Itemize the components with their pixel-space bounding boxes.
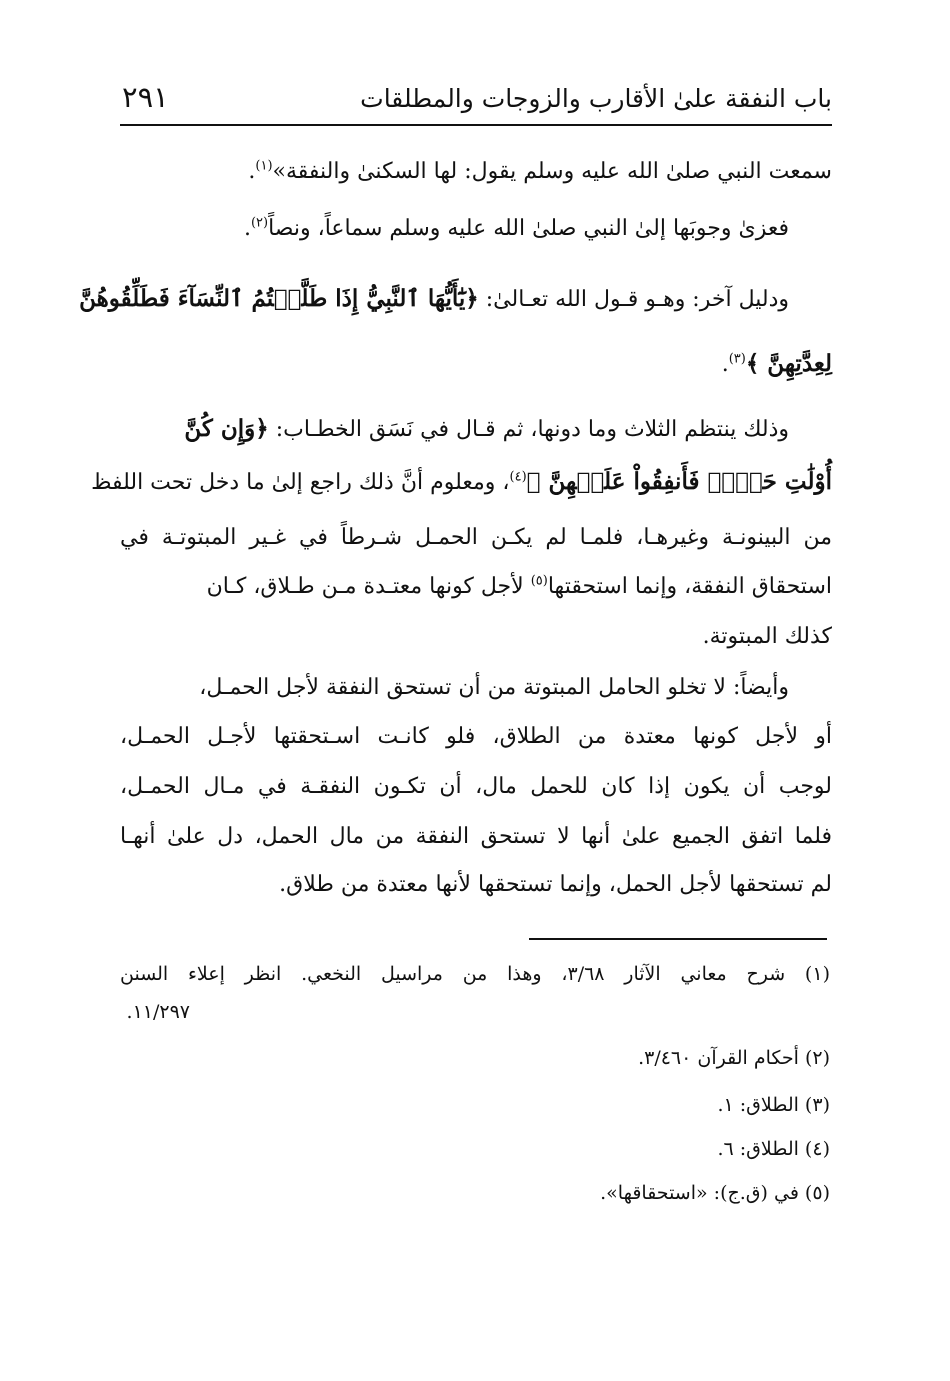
body-text: . (243, 216, 251, 241)
body-line (120, 343, 832, 386)
quran-verse: ﴿وَإِن كُنَّ (184, 415, 269, 442)
quran-verse: ﴿يَٰٓأَيُّهَا ٱلنَّبِيُّ إِذَا طَلَّقۡتُمُ ٱلنِّسَآءَ فَطَلِّقُوهُنَّ (79, 285, 479, 312)
quran-verse: لِعِدَّتِهِنَّ ﴾ (745, 350, 832, 377)
body-line (120, 566, 832, 608)
body-text: سمعت النبي صلىٰ الله عليه وسلم يقول: لها السكنىٰ والنفقة» (272, 159, 832, 184)
body-text: ، ومعلوم أنَّ ذلك راجع إلىٰ ما دخل تحت اللفظ (91, 470, 510, 495)
quran-verse: أُوْلَٰتِ حَمۡلٖ فَأَنفِقُواْ عَلَيۡهِنَّ ﴾ (526, 468, 832, 495)
footnote-marker: (٥) (530, 573, 548, 589)
body-line (120, 208, 832, 250)
body-line: لم تستحقها لأجل الحمل، وإنما تستحقها لأنها معتدة من طلاق. (279, 872, 832, 897)
body-line: وأيضاً: لا تخلو الحامل المبتوتة من أن تستحق النفقة لأجل الحمـل، (199, 675, 789, 700)
footnote-marker: (٣) (728, 351, 746, 367)
body-line: لوجب أن يكون إذا كان للحمل مال، أن تكـون النفقـة في مـال الحمـل، (120, 774, 832, 799)
page-number: ٢٩١ (122, 80, 169, 114)
footnote-separator (529, 938, 827, 940)
body-line: من البينونـة وغيرهـا، فلمـا لم يكـن الحمـل شـرطاً في غـير المبتوتـة في (120, 525, 832, 550)
footnote-1-continuation: ١١/٢٩٧. (126, 1001, 190, 1023)
body-line (120, 151, 832, 193)
body-text: ودليل آخر: وهـو قـول الله تعـالىٰ: (478, 287, 789, 312)
footnote-marker: (٢) (250, 215, 269, 231)
footnote-2: (٢) أحكام القرآن ٣/٤٦٠. (638, 1047, 830, 1069)
footnote-4: (٤) الطلاق: ٦. (717, 1138, 830, 1160)
body-line: فلما اتفق الجميع علىٰ أنها لا تستحق النفقة من مال الحمل، دل علىٰ أنهـا (120, 824, 832, 849)
body-text: لأجل كونها معتـدة مـن طـلاق، كـان (206, 574, 531, 599)
body-text: استحقاق النفقة، وإنما استحقتها (547, 574, 832, 599)
body-line: أو لأجل كونها معتدة من الطلاق، فلو كانـت اسـتحقتها لأجـل الحمـل، (120, 724, 832, 749)
body-text: وذلك ينتظم الثلاث وما دونها، ثم قـال في نَسَق الخطـاب: (268, 417, 789, 442)
body-line (79, 278, 832, 321)
running-header (120, 78, 832, 126)
body-text: . (721, 352, 729, 377)
footnote-5: (٥) في (ق.ج): «استحقاقها». (600, 1182, 830, 1204)
body-line (120, 408, 832, 451)
footnote-marker: (١) (255, 158, 273, 174)
footnote-3: (٣) الطلاق: ١. (717, 1094, 830, 1116)
body-line: كذلك المبتوتة. (702, 624, 832, 649)
footnote-marker: (٤) (509, 469, 527, 485)
body-line (91, 461, 832, 504)
body-text: . (248, 159, 256, 184)
chapter-title: باب النفقة علىٰ الأقارب والزوجات والمطلقات (360, 84, 832, 113)
footnote-1: (١) شرح معاني الآثار ٣/٦٨، وهذا من مراسيل النخعي. انظر إعلاء السنن (120, 963, 830, 985)
body-text: فعزىٰ وجوبَها إلىٰ النبي صلىٰ الله عليه وسلم سماعاً، ونصاً (268, 216, 789, 241)
